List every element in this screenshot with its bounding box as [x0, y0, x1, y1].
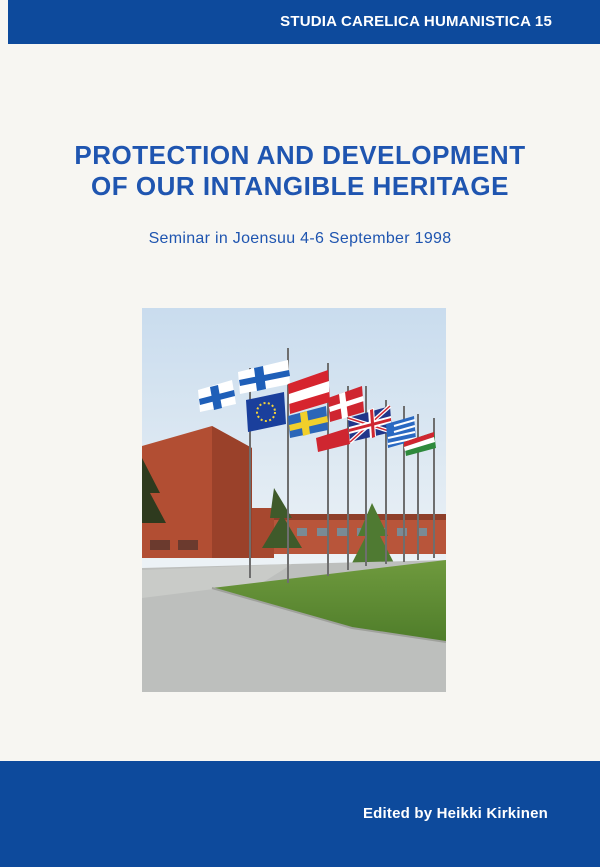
- subtitle: Seminar in Joensuu 4-6 September 1998: [148, 230, 452, 247]
- cover-photo: [142, 308, 446, 692]
- title-line-2: OF OUR INTANGIBLE HERITAGE: [91, 171, 509, 201]
- flags-photo: [142, 308, 446, 692]
- editor-band: [0, 761, 600, 867]
- title-line-1: PROTECTION AND DEVELOPMENT: [74, 140, 526, 170]
- book-title: [0, 140, 600, 202]
- series-band: [8, 0, 600, 44]
- series-label: STUDIA CARELICA HUMANISTICA 15: [280, 13, 552, 30]
- editor-credit: Edited by Heikki Kirkinen: [362, 805, 548, 822]
